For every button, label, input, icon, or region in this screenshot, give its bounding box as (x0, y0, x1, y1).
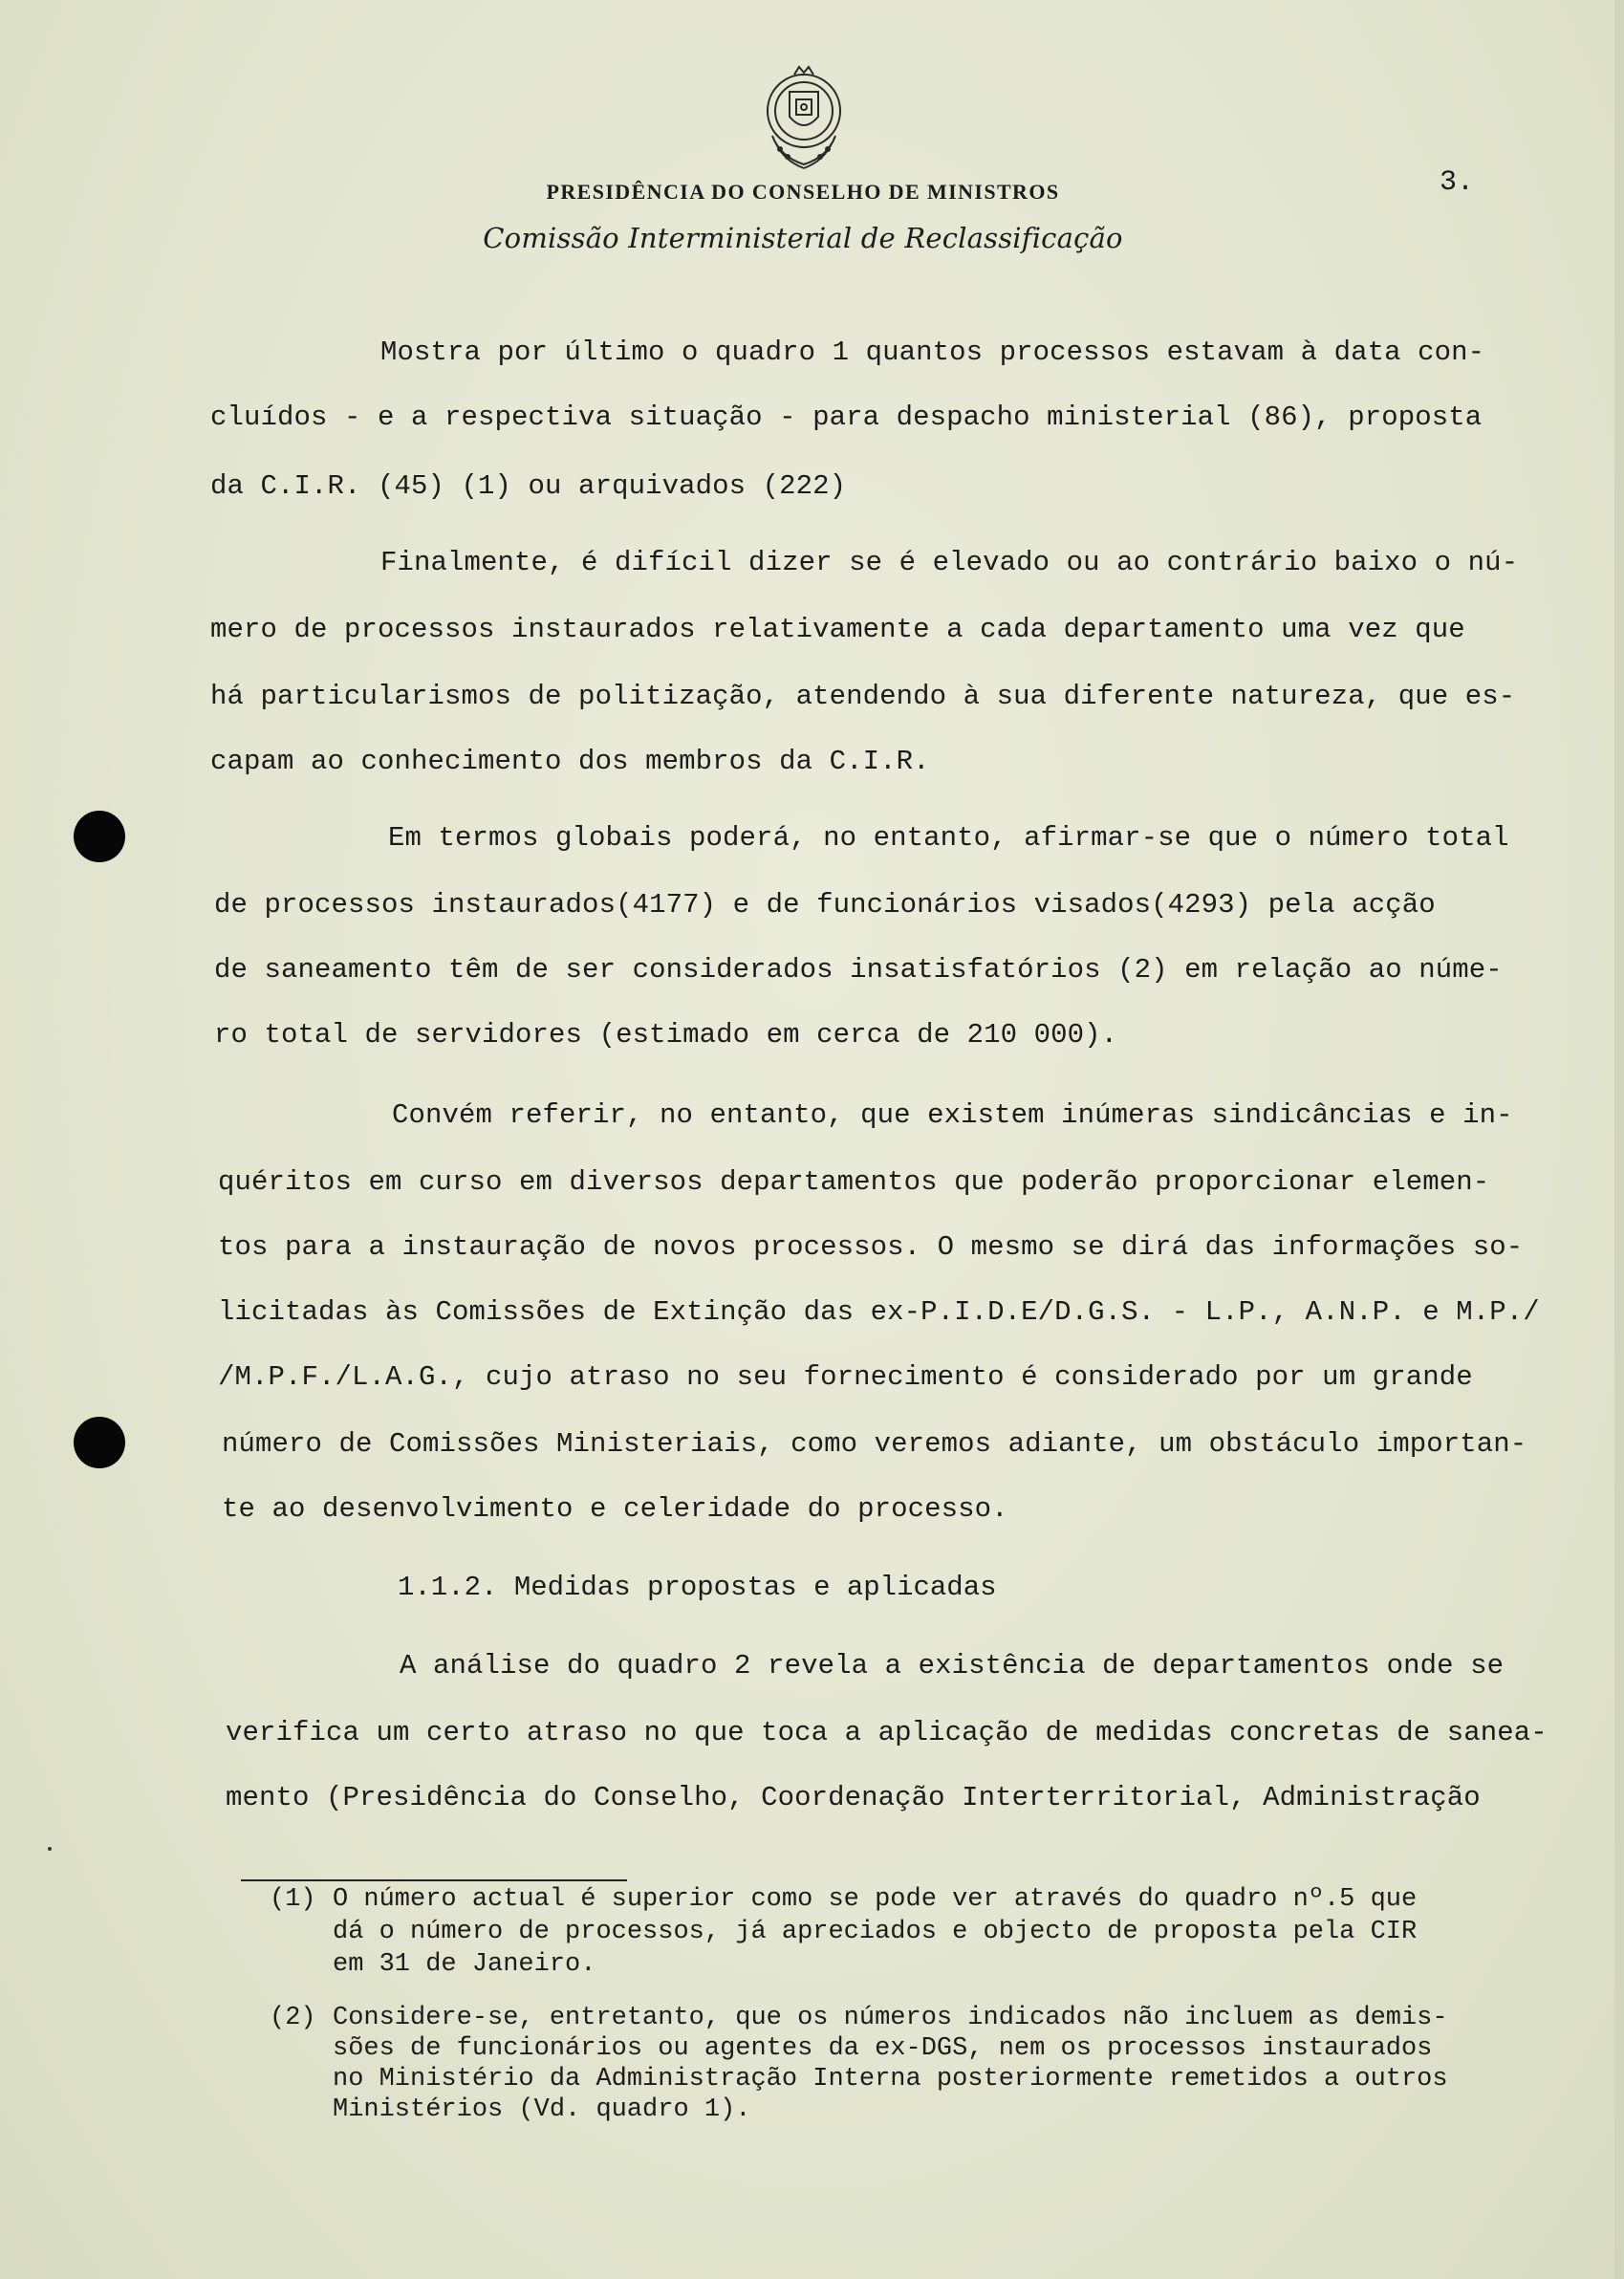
footnote-line: Ministérios (Vd. quadro 1). (333, 2095, 751, 2124)
body-line: Em termos globais poderá, no entanto, afirmar-se que o número total (388, 822, 1509, 854)
coat-of-arms-icon (751, 61, 856, 174)
body-line: verifica um certo atraso no que toca a aplicação de medidas concretas de sanea- (226, 1717, 1548, 1748)
punch-hole-lower (74, 1417, 125, 1468)
body-line: Mostra por último o quadro 1 quantos processos estavam à data con- (380, 336, 1485, 368)
footnote-marker: (2) (270, 2004, 316, 2032)
body-line: da C.I.R. (45) (1) ou arquivados (222) (210, 470, 847, 502)
footnote-marker: (1) (270, 1885, 316, 1914)
body-line: mento (Presidência do Conselho, Coordenação Interterritorial, Administração (226, 1782, 1481, 1813)
letterhead-subtitle: Comissão Interministerial de Reclassificação (483, 222, 1123, 254)
footnote-line: dá o número de processos, já apreciados e objecto de proposta pela CIR (333, 1918, 1418, 1946)
letterhead-title: PRESIDÊNCIA DO CONSELHO DE MINISTROS (546, 180, 1060, 204)
body-line: ro total de servidores (estimado em cerca de 210 000). (214, 1019, 1118, 1051)
footnote-rule (241, 1879, 627, 1881)
body-line: há particularismos de politização, atendendo à sua diferente natureza, que es- (210, 681, 1516, 712)
body-line: Convém referir, no entanto, que existem inúmeras sindicâncias e in- (392, 1099, 1513, 1131)
body-line: licitadas às Comissões de Extinção das ex-P.I.D.E/D.G.S. - L.P., A.N.P. e M.P./ (218, 1296, 1540, 1328)
footnote-line: em 31 de Janeiro. (333, 1950, 596, 1979)
footnote-line: Considere-se, entretanto, que os números indicados não incluem as demis- (333, 2004, 1448, 2032)
page-edge (1614, 0, 1624, 2279)
body-line: de saneamento têm de ser considerados insatisfatórios (2) em relação ao núme- (214, 954, 1503, 986)
page-number: 3. (1440, 166, 1475, 199)
body-line: número de Comissões Ministeriais, como veremos adiante, um obstáculo importan- (222, 1428, 1527, 1460)
margin-mark (48, 1847, 52, 1851)
body-line: te ao desenvolvimento e celeridade do processo. (222, 1493, 1008, 1525)
section-heading: 1.1.2. Medidas propostas e aplicadas (398, 1572, 997, 1603)
body-line: Finalmente, é difícil dizer se é elevado ou ao contrário baixo o nú- (380, 547, 1519, 578)
body-line: de processos instaurados(4177) e de funcionários visados(4293) pela acção (214, 889, 1436, 921)
body-line: tos para a instauração de novos processos. O mesmo se dirá das informações so- (218, 1231, 1524, 1263)
body-line: quéritos em curso em diversos departamentos que poderão proporcionar elemen- (218, 1166, 1490, 1198)
footnote-line: sões de funcionários ou agentes da ex-DGS, nem os processos instaurados (333, 2034, 1433, 2063)
footnote-line: no Ministério da Administração Interna posteriormente remetidos a outros (333, 2065, 1448, 2094)
footnote-line: O número actual é superior como se pode ver através do quadro nº.5 que (333, 1885, 1418, 1914)
body-line: /M.P.F./L.A.G., cujo atraso no seu fornecimento é considerado por um grande (218, 1361, 1473, 1393)
body-line: mero de processos instaurados relativamente a cada departamento uma vez que (210, 614, 1465, 645)
body-line: A análise do quadro 2 revela a existência de departamentos onde se (400, 1650, 1505, 1682)
punch-hole-upper (74, 811, 125, 862)
body-line: capam ao conhecimento dos membros da C.I.R. (210, 746, 930, 777)
body-line: cluídos - e a respectiva situação - para despacho ministerial (86), proposta (210, 402, 1483, 433)
